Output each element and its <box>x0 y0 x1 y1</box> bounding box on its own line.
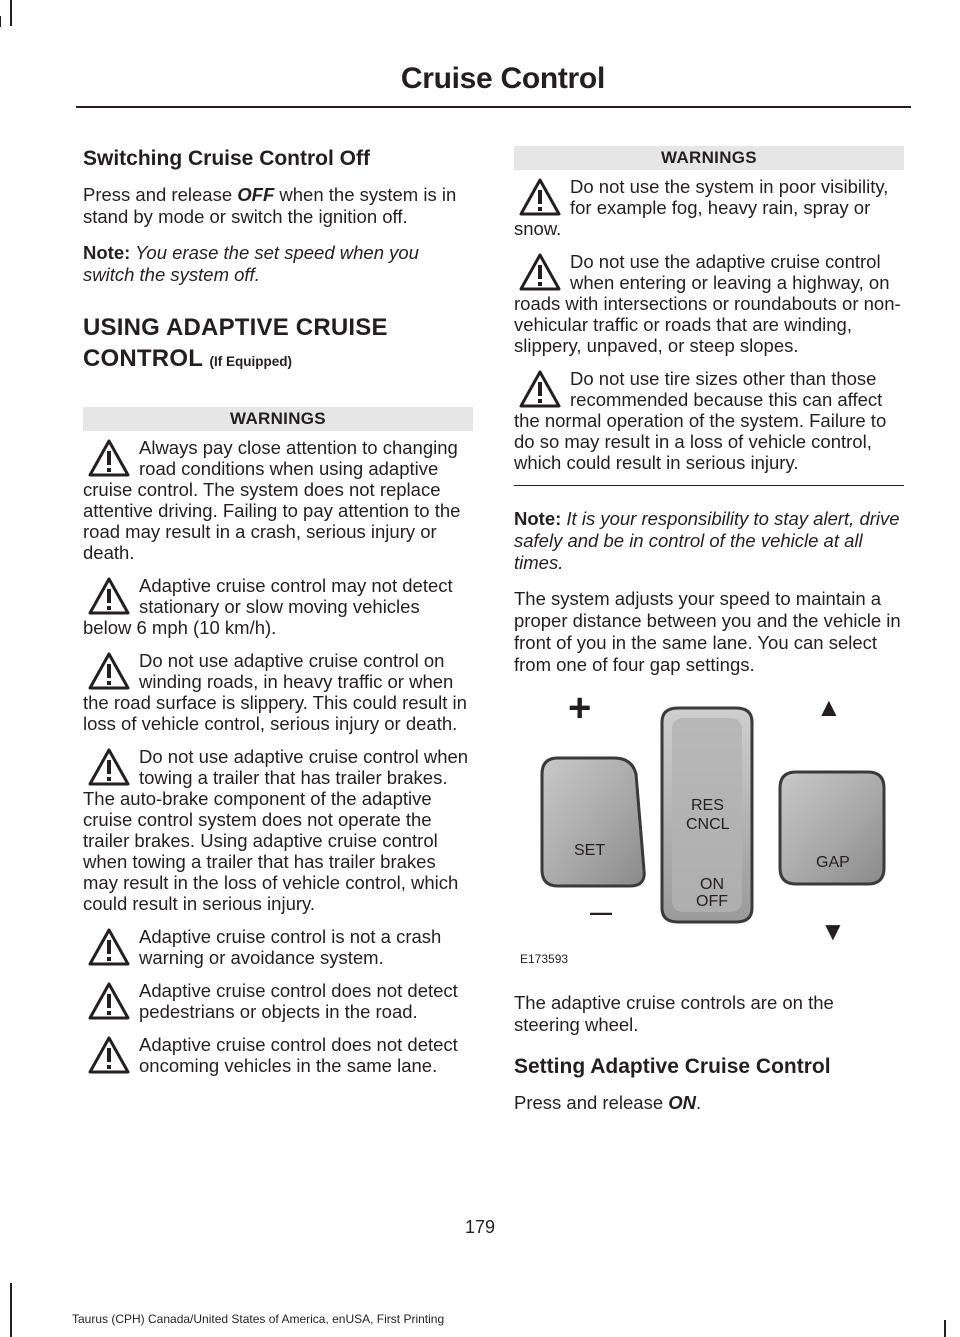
warning-item <box>83 650 473 734</box>
warnings-header: WARNINGS <box>83 407 473 431</box>
crop-mark <box>10 1283 12 1337</box>
controls-location-paragraph: The adaptive cruise controls are on the steering wheel. <box>514 992 834 1035</box>
minus-symbol: — <box>590 900 612 925</box>
warnings-list <box>514 176 904 473</box>
warnings-list <box>83 437 473 1076</box>
gap-settings-paragraph: The system adjusts your speed to maintain a proper distance between you and the vehicle in front of you in the same lane. You can select from one of four gap settings. <box>514 588 901 675</box>
if-equipped-label: (If Equipped) <box>209 354 292 369</box>
warning-text: Adaptive cruise control does not detect pedestrians or objects in the road. <box>139 980 458 1022</box>
warning-item <box>83 575 473 638</box>
warnings-header: WARNINGS <box>514 146 904 170</box>
warning-text: Do not use adaptive cruise control on winding roads, in heavy traffic or when the road surface is slippery. This could result in loss of vehicle control, serious injury or death. <box>83 650 467 734</box>
chapter-title: Cruise Control <box>400 62 605 95</box>
warning-item <box>83 926 473 968</box>
setting-paragraph: Press and release ON. <box>514 1092 702 1113</box>
warning-triangle-icon <box>87 926 131 968</box>
on-label: ON <box>700 876 724 893</box>
on-key: ON <box>668 1092 697 1113</box>
warning-triangle-icon <box>87 980 131 1022</box>
warning-triangle-icon <box>87 437 131 479</box>
warning-item <box>83 437 473 563</box>
warning-text: Do not use tire sizes other than those recommended because this can affect the normal operation of the system. Failure to do so may result in a loss of vehicle control, which could result in serious injury. <box>514 368 887 473</box>
figure-code: E173593 <box>520 952 569 966</box>
gap-label: GAP <box>816 854 850 871</box>
off-key: OFF <box>237 184 275 205</box>
page-number: 179 <box>464 1217 496 1237</box>
crop-mark <box>944 1320 946 1337</box>
note-label: Note: <box>83 242 131 263</box>
down-arrow-icon: ▼ <box>820 916 846 946</box>
set-button-shape <box>542 758 644 886</box>
switch-off-paragraph: Press and release OFF when the system is in stand by mode or switch the ignition off. <box>83 184 457 227</box>
warning-item <box>83 980 473 1022</box>
chapter-rule <box>76 106 911 108</box>
warning-item <box>83 1034 473 1076</box>
warning-text: Adaptive cruise control does not detect oncoming vehicles in the same lane. <box>139 1034 458 1076</box>
warning-text: Do not use the adaptive cruise control when entering or leaving a highway, on roads with intersections or roundabouts or non-vehicular traffic or roads that are winding, slippery, unpaved, or steep slopes. <box>514 251 901 356</box>
crop-mark <box>10 0 12 26</box>
note-paragraph: Note: You erase the set speed when you switch the system off. <box>83 242 419 285</box>
warning-triangle-icon <box>518 176 562 218</box>
warning-triangle-icon <box>87 650 131 692</box>
warning-triangle-icon <box>518 368 562 410</box>
warning-triangle-icon <box>87 575 131 617</box>
left-column <box>83 146 473 1088</box>
warning-text: Do not use the system in poor visibility, for example fog, heavy rain, spray or snow. <box>514 176 889 239</box>
section-heading: USING ADAPTIVE CRUISE CONTROL (If Equipped) <box>83 314 388 372</box>
warning-text: Adaptive cruise control is not a crash warning or avoidance system. <box>139 926 442 968</box>
warning-item <box>514 176 904 239</box>
warning-text: Do not use adaptive cruise control when towing a trailer that has trailer brakes. The auto-brake component of the adaptive cruise control system does not operate the trailer brakes. Using adaptive cruise control when towing a trailer that has trailer brakes may result in the loss of vehicle control, which could result in serious injury. <box>83 746 469 914</box>
warning-text: Adaptive cruise control may not detect stationary or slow moving vehicles below 6 mph (10 km/h). <box>83 575 453 638</box>
warning-triangle-icon <box>87 746 131 788</box>
switch-off-heading: Switching Cruise Control Off <box>83 147 370 170</box>
warning-triangle-icon <box>87 1034 131 1076</box>
cruise-controls-figure <box>514 686 904 978</box>
warning-text: Always pay close attention to changing road conditions when using adaptive cruise control. The system does not replace attentive driving. Failing to pay attention to the road may result in a crash, serious injury or death. <box>83 437 461 563</box>
crop-mark <box>0 16 1 27</box>
plus-symbol: + <box>568 686 592 730</box>
warning-triangle-icon <box>518 251 562 293</box>
note-label: Note: <box>514 508 562 529</box>
warning-item <box>83 746 473 914</box>
right-column <box>514 146 904 1128</box>
off-label: OFF <box>696 893 728 910</box>
warning-item <box>514 251 904 356</box>
warning-item <box>514 368 904 473</box>
warnings-end-rule <box>514 485 904 486</box>
setting-heading: Setting Adaptive Cruise Control <box>514 1055 831 1078</box>
cncl-label: CNCL <box>686 816 730 833</box>
footer-text: Taurus (CPH) Canada/United States of America, enUSA, First Printing <box>72 1312 445 1326</box>
note-paragraph: Note: It is your responsibility to stay alert, drive safely and be in control of the vehicle at all times. <box>514 508 900 573</box>
set-label: SET <box>574 842 606 859</box>
up-arrow-icon: ▲ <box>816 692 842 722</box>
res-label: RES <box>691 797 724 814</box>
